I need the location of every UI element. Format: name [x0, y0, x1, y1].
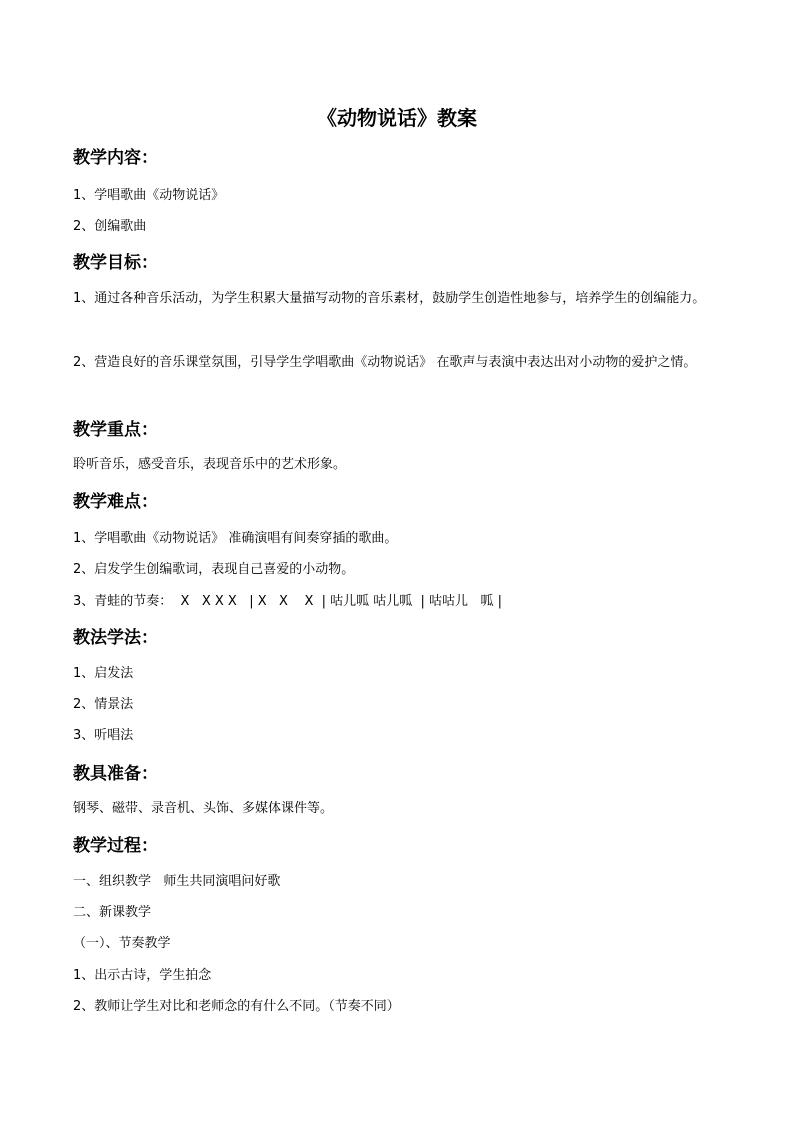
key-points-item-1: 聆听音乐，感受音乐，表现音乐中的艺术形象。	[73, 457, 347, 472]
difficulties-item-3: 3、青蛙的节奏： X X X X | X X X | 咕儿呱 咕儿呱 | 咕咕儿 呱 |	[73, 594, 502, 609]
heading-content: 教学内容：	[73, 148, 158, 168]
heading-key-points: 教学重点：	[73, 420, 158, 440]
materials-item-1: 钢琴、磁带、录音机、头饰、多媒体课件等。	[73, 801, 334, 816]
heading-materials: 教具准备：	[73, 764, 158, 784]
goals-item-2: 2、营造良好的音乐课堂氛围，引导学生学唱歌曲《动物说话》 在歌声与表演中表达出对小动物的爱护之情。	[73, 355, 697, 370]
heading-goals: 教学目标：	[73, 253, 158, 273]
heading-methods: 教法学法：	[73, 628, 158, 648]
process-item-1: 一、组织教学 师生共同演唱问好歌	[73, 874, 281, 889]
goals-item-1: 1、通过各种音乐活动，为学生积累大量描写动物的音乐素材，鼓励学生创造性地参与，培养学生的创编能力。	[73, 291, 706, 306]
content-item-1: 1、学唱歌曲《动物说话》	[73, 188, 225, 203]
process-item-2: 二、新课教学	[73, 905, 152, 920]
process-item-3: （一）、节奏教学	[73, 936, 171, 951]
heading-difficulties: 教学难点：	[73, 492, 158, 512]
difficulties-item-2: 2、启发学生创编歌词，表现自己喜爱的小动物。	[73, 562, 355, 577]
heading-process: 教学过程：	[73, 836, 158, 856]
content-item-2: 2、创编歌曲	[73, 219, 147, 234]
difficulties-item-1: 1、学唱歌曲《动物说话》 准确演唱有间奏穿插的歌曲。	[73, 531, 398, 546]
process-item-4: 1、出示古诗，学生拍念	[73, 968, 212, 983]
methods-item-2: 2、情景法	[73, 697, 134, 712]
page-title: 《动物说话》教案	[317, 106, 477, 130]
process-item-5: 2、教师让学生对比和老师念的有什么不同。（节奏不同）	[73, 999, 400, 1014]
methods-item-1: 1、启发法	[73, 666, 134, 681]
methods-item-3: 3、听唱法	[73, 728, 134, 743]
